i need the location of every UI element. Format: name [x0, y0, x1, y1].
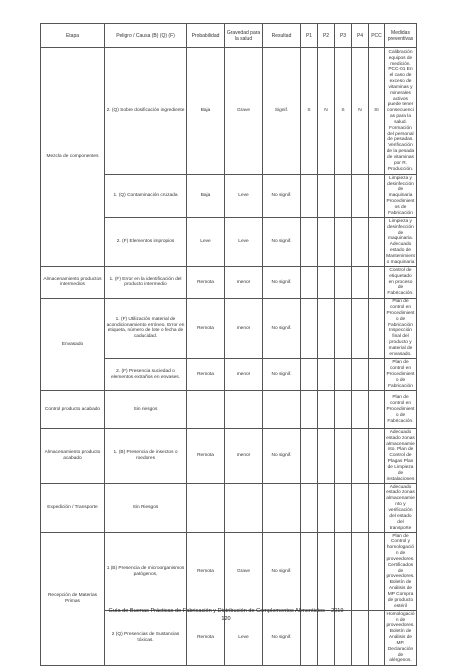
etapa-almacenamiento-intermedios: Almacenamiento productos intermedios: [41, 267, 105, 298]
cell-pcc: SI: [369, 48, 385, 175]
table-row: [41, 532, 417, 610]
hazard-analysis-table: [40, 23, 417, 666]
cell-p2: [318, 429, 335, 484]
cell-medidas: Control de etiquetado en proceso de Fabricación.: [385, 267, 417, 298]
cell-gravedad: [225, 391, 263, 429]
cell-resultado: No signif.: [263, 175, 301, 218]
cell-pcc: [369, 484, 385, 533]
cell-gravedad: menor: [225, 298, 263, 359]
cell-gravedad: menor: [225, 359, 263, 391]
etapa-envasado: Envasado: [41, 298, 105, 391]
cell-gravedad: Grave: [225, 532, 263, 610]
cell-p2: [318, 267, 335, 298]
header-pcc: PCC: [369, 24, 385, 48]
header-p2: P2: [318, 24, 335, 48]
cell-peligro: 1. (Q) Contaminación cruzada: [105, 175, 187, 218]
cell-p2: [318, 391, 335, 429]
cell-pcc: [369, 359, 385, 391]
cell-p2: N: [318, 48, 335, 175]
cell-resultado: No signif.: [263, 611, 301, 666]
cell-peligro: 2. (Q) Sobre dosificación ingrediente: [105, 48, 187, 175]
header-probabilidad: Probabilidad: [187, 24, 225, 48]
cell-pcc: [369, 429, 385, 484]
header-p4: P4: [352, 24, 369, 48]
etapa-control-producto: Control producto acabado: [41, 391, 105, 429]
cell-probabilidad: Remota: [187, 611, 225, 666]
cell-resultado: [263, 484, 301, 533]
table-row: [41, 298, 417, 359]
cell-peligro: 2. (F) Elementos impropios: [105, 218, 187, 267]
cell-p3: S: [335, 48, 352, 175]
cell-p3: [335, 484, 352, 533]
page-number: 120: [221, 616, 231, 622]
cell-p1: [301, 267, 318, 298]
cell-medidas: Plan de control en Procedimiento de Fabricación: [385, 359, 417, 391]
table-row: [41, 391, 417, 429]
cell-p1: [301, 391, 318, 429]
header-gravedad: Gravedad para la salud: [225, 24, 263, 48]
etapa-recepcion: Recepción de Materias Primas: [41, 532, 105, 665]
cell-pcc: [369, 175, 385, 218]
cell-probabilidad: Remota: [187, 532, 225, 610]
cell-resultado: No signif.: [263, 267, 301, 298]
cell-p3: [335, 359, 352, 391]
etapa-mezcla: Mezcla de componentes: [41, 48, 105, 267]
cell-gravedad: Leve: [225, 175, 263, 218]
cell-p1: [301, 298, 318, 359]
cell-p2: [318, 218, 335, 267]
cell-resultado: No signif.: [263, 532, 301, 610]
cell-p2: [318, 484, 335, 533]
cell-p4: N: [352, 48, 369, 175]
cell-pcc: [369, 532, 385, 610]
cell-resultado: [263, 391, 301, 429]
cell-p4: [352, 298, 369, 359]
cell-medidas: Limpieza y desinfección de maquinaria. Adecuado estado de Mantenimiento maquinaria: [386, 218, 415, 265]
cell-p4: [352, 267, 369, 298]
footer-title: Guía de Buenas Prácticas de Fabricación y Distribución de Complementos Alimenticios – 2019: [108, 608, 344, 614]
cell-p1: [301, 359, 318, 391]
cell-p1: [301, 532, 318, 610]
cell-peligro: 2. (F) Presencia suciedad o elementos extraños en envases.: [105, 359, 187, 391]
cell-peligro: 1. (B) Presencia de insectos o roedores: [105, 429, 187, 484]
header-medidas: Medidas preventivas: [385, 24, 417, 48]
header-p1: P1: [301, 24, 318, 48]
cell-gravedad: Leve: [225, 218, 263, 267]
cell-medidas: Plan de control en Procedimiento de Fabricación.: [385, 391, 417, 429]
cell-p2: [318, 298, 335, 359]
cell-p2: [318, 532, 335, 610]
cell-p4: [352, 391, 369, 429]
cell-p3: [335, 429, 352, 484]
cell-probabilidad: Baja: [187, 175, 225, 218]
cell-peligro: 1. (F) Utilización material de acondicionamiento erróneo. Error en etiqueta, número de lote o fecha de caducidad.: [105, 298, 187, 359]
cell-p1: [301, 429, 318, 484]
cell-peligro: 1. (F) Error en la identificación del producto intermedio: [105, 267, 187, 298]
cell-probabilidad: Remota: [187, 267, 225, 298]
cell-peligro: 2 (Q) Presencias de Sustancias tóxicas.: [105, 611, 187, 666]
cell-peligro: Sin riesgos: [105, 391, 187, 429]
cell-gravedad: menor: [225, 429, 263, 484]
cell-probabilidad: [187, 484, 225, 533]
cell-resultado: No signif.: [263, 359, 301, 391]
cell-medidas: Adecuado estado zonas almacenamiento y verificación del estado del transporte: [386, 484, 415, 531]
cell-pcc: [369, 298, 385, 359]
cell-p3: [335, 175, 352, 218]
table-row: [41, 267, 417, 298]
cell-resultado: No signif.: [263, 218, 301, 267]
table-row: [41, 48, 417, 175]
cell-probabilidad: [187, 391, 225, 429]
header-peligro: Peligro / Causa (B) (Q) (F): [105, 24, 187, 48]
cell-medidas: Plan de Control y homologación de proveedores. Certificados de proveedores. Boletín de Análisis de MP Compra de producto estéril: [386, 533, 415, 609]
cell-gravedad: Leve: [225, 611, 263, 666]
table-row: [41, 484, 417, 533]
cell-probabilidad: Leve: [187, 218, 225, 267]
cell-p3: [335, 267, 352, 298]
cell-probabilidad: Remota: [187, 429, 225, 484]
cell-p1: [301, 218, 318, 267]
cell-gravedad: Grave: [225, 48, 263, 175]
cell-p1: S: [301, 48, 318, 175]
cell-p4: [352, 429, 369, 484]
cell-p3: [335, 391, 352, 429]
etapa-almacenamiento-acabado: Almacenamiento producto acabado: [41, 429, 105, 484]
table-row: [41, 429, 417, 484]
cell-probabilidad: Remota: [187, 359, 225, 391]
header-etapa: Etapa: [41, 24, 105, 48]
cell-medidas: Plan de control en Procedimiento de Fabricación Inspección final del producto y material de envasado.: [386, 299, 415, 357]
cell-p3: [335, 298, 352, 359]
cell-gravedad: [225, 484, 263, 533]
cell-peligro: 1 (B) Presencia de microorganismos patógenos,: [105, 532, 187, 610]
header-resultado: Resultad: [263, 24, 301, 48]
cell-p1: [301, 484, 318, 533]
cell-p4: [352, 484, 369, 533]
cell-pcc: [369, 267, 385, 298]
cell-resultado: Signif.: [263, 48, 301, 175]
cell-pcc: [369, 218, 385, 267]
cell-peligro: Sin Riesgos: [105, 484, 187, 533]
cell-p1: [301, 175, 318, 218]
cell-p2: [318, 359, 335, 391]
cell-pcc: [369, 391, 385, 429]
cell-p4: [352, 218, 369, 267]
cell-p3: [335, 218, 352, 267]
cell-resultado: No signif.: [263, 298, 301, 359]
cell-p4: [352, 359, 369, 391]
etapa-expedicion: Expedición / Transporte: [41, 484, 105, 533]
cell-gravedad: menor: [225, 267, 263, 298]
cell-p4: [352, 532, 369, 610]
header-p3: P3: [335, 24, 352, 48]
cell-medidas: Adecuado estado zonas almacenamiento. Plan de Control de Plagas Plan de Limpieza de instalaciones: [386, 429, 415, 482]
cell-resultado: No signif.: [263, 429, 301, 484]
cell-medidas: Limpieza y desinfección de maquinaria Procedimientos de Fabricación: [386, 175, 415, 216]
cell-p3: [335, 532, 352, 610]
cell-medidas: Calibración equipos de medición. PCC-01 En el caso de exceso de vitaminas y minerales activos puede tener consecuencias para la salud. Formación del personal de pesadas. Verificación de la pesada de vitaminas por R. Producción.: [385, 48, 417, 175]
cell-probabilidad: Remota: [187, 298, 225, 359]
table-header-row: [41, 24, 417, 48]
cell-medidas: Homologación de proveedores. Boletín de Análisis de MP. Declaración de alérgenos.: [386, 611, 415, 664]
cell-p2: [318, 175, 335, 218]
cell-p4: [352, 175, 369, 218]
cell-probabilidad: Baja: [187, 48, 225, 175]
